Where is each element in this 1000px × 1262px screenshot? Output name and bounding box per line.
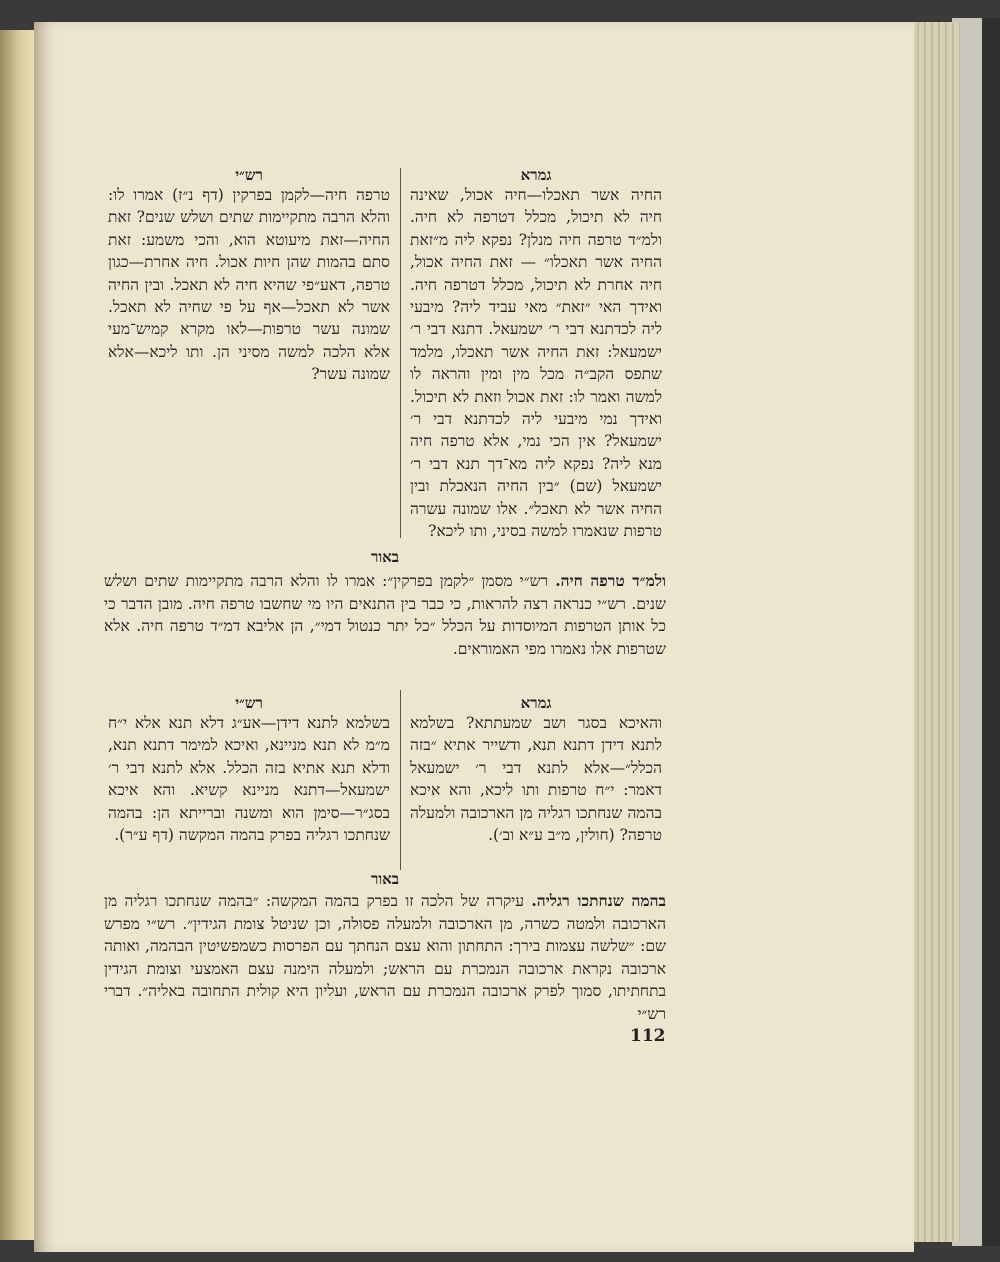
biur-lead-2: בהמה שנחתכו רגליה. xyxy=(531,891,666,910)
biur-lead-1: ולמ״ד טרפה חיה. xyxy=(555,571,666,590)
gemara-heading-1: גמרא xyxy=(520,166,552,184)
biur-body-1: רש״י מסמן ״לקמן בפרקין״: אמרו לו והלא הרבה מתקיימות שתים ושלש שנים. רש״י כנראה רצה להראות, כי כבר בין התנאים היו מי שחשבו טרפה חיה. מובן הדבר כי כל אותן הטרפות המיוסדות על הכלל ״כל יתר כנטול דמי״, הן אליבא דמ״ד טרפה חיה. אלא שטרפות אלו נאמרו מפי האמוראים. xyxy=(104,572,666,658)
biur-body-2: עיקרה של הלכה זו בפרק בהמה המקשה: ״בהמה שנחתכו רגליה מן הארכובה ולמטה כשרה, מן הארכובה ולמעלה פסולה, וכן שניטל צומת הגידין״. רש״י מפרש שם: ״שלשה עצמות בירך: התחתון והוא עצם הנחתך עם הפרסות כשמפשיטין הבהמה, ואותה ארכובה נקראת ארכובה הנמכרת עם הראש; ולמעלה הימנה עצם האמצעי וצומת הגידין בתחתיתו, סמוך לפרק ארכובה הנמכרת עם הראש, ועליון היא קולית התחובה באליה״. דברי רש״י xyxy=(104,892,666,1023)
biur-heading-1: באור xyxy=(370,548,400,566)
rashi-text-1: טרפה חיה—לקמן בפרקין (דף נ״ז) אמרו לו: והלא הרבה מתקיימות שתים ושלש שנים? זאת החיה—זאת מיעוטא הוא, והכי משמע: זאת סתם בהמות שהן חיות אכול. חיה אחרת—כגון טרפה, דאע״פי שהיא חיה לא תאכל. ובין החיה אשר לא תאכל—אף על פי שחיה לא תאכל. שמונה עשר טרפות—לאו מקרא קמיש־מעי אלא הלכה למשה מסיני הן. ותו ליכא—אלא שמונה עשר? xyxy=(108,186,390,384)
gemara-text-2 xyxy=(410,712,662,846)
gemara-text-1: החיה אשר תאכלו—חיה אכול, שאינה חיה לא תיכול, מכלל דטרפה לא חיה. ולמ״ד טרפה חיה מנלן? נפקא ליה מ״זאת החיה אשר תאכלו״ — זאת החיה אכול, חיה אחרת לא תיכול, מכלל דטרפה חיה. ואידך האי ״זאת״ מאי עביד ליה? מיבעי ליה לכדתנא דבי ר׳ ישמעאל. דתנא דבי ר׳ ישמעאל: זאת החיה אשר תאכלו, מלמד שתפס הקב״ה מכל מין ומין והראה לו למשה ואמר לו: זאת אכול וזאת לא תיכול. ואידך נמי מיבעי ליה לכדתנא דבי ר׳ ישמעאל? אין הכי נמי, אלא טרפה חיה מנא ליה? נפקא ליה מא־דך תנא דבי ר׳ ישמעאל (שם) ״בין החיה הנאכלת ובין החיה אשר לא תאכל״. אלו שמונה עשרה טרפות שנאמרו למשה בסיני, ותו ליכא? xyxy=(410,186,662,541)
biur-heading-2: באור xyxy=(370,870,400,888)
rashi-heading-2: רש״י xyxy=(235,694,263,712)
background-edge xyxy=(982,18,1000,1246)
column-divider-1 xyxy=(400,168,401,538)
rashi-text-2: בשלמא לתנא דידן—אע״ג דלא תנא אלא י״ח מ״מ לא תנא מניינא, ואיכא למימר דתנא תנא, ודלא תנא אתיא בזה הכלל. אלא לתנא דבי ר׳ ישמעאל—דתנא מניינא קשיא. והא איכא בסג״ר—סימן הוא ומשנה וברייתא הן: בהמה שנחתכו רגליה בפרק בהמה המקשה (דף ע״ר). xyxy=(108,714,390,845)
biur-text-1 xyxy=(104,570,666,660)
gemara-heading-2: גמרא xyxy=(520,694,552,712)
page-number: 112 xyxy=(630,1026,666,1046)
biur-text-2 xyxy=(104,890,666,1025)
gemara-source-2: (חולין, מ״ב ע״א וב׳). xyxy=(488,826,615,845)
left-book-cover xyxy=(0,30,34,1240)
rashi-heading-1: רש״י xyxy=(235,166,263,184)
column-divider-2 xyxy=(400,690,401,870)
gemara-body-2: והאיכא בסגר ושב שמעתתא? בשלמא לתנא דידן דתנא תנא, ודשייר אתיא ״בזה הכלל״—אלא לתנא דבי ר׳ ישמעאל דאמר: י״ח טרפות ותו ליכא, והא איכא בהמה שנחתכו רגליה מן הארכובה ולמעלה טרפה? xyxy=(410,714,662,845)
